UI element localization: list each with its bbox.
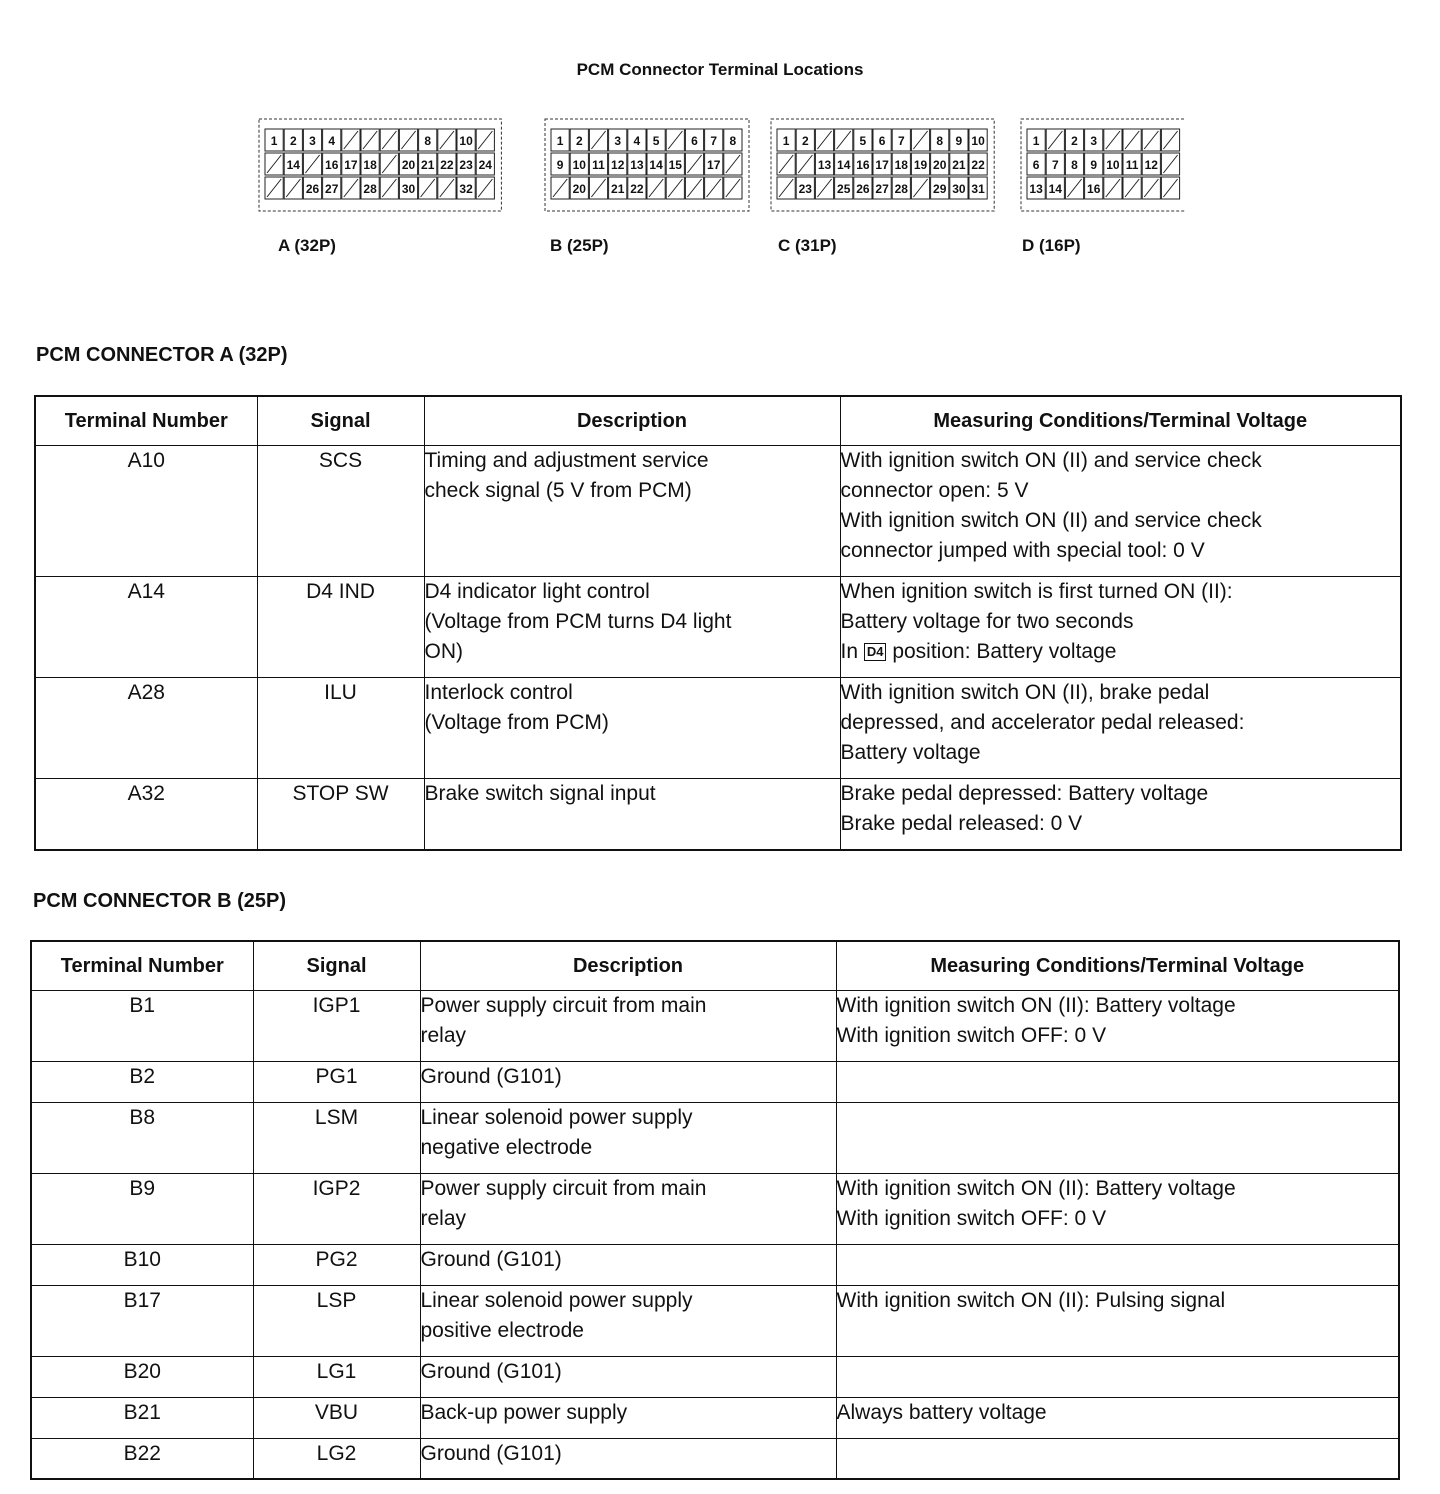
- connector-label-a: A (32P): [278, 236, 336, 255]
- signal-cell: PG1: [253, 1061, 420, 1102]
- pin-number: 3: [1090, 134, 1098, 148]
- empty-pin-slash: [1125, 179, 1139, 197]
- description-cell: [420, 1102, 836, 1173]
- pin-number: 10: [971, 134, 985, 148]
- measuring-cell: [836, 1061, 1399, 1102]
- signal-cell: STOP SW: [257, 778, 424, 850]
- pin-number: 28: [363, 182, 377, 196]
- signal-cell: IGP2: [253, 1173, 420, 1244]
- text-line: With ignition switch ON (II) and service check: [840, 448, 1262, 472]
- text-line: With ignition switch ON (II), brake pedal: [840, 680, 1210, 704]
- signal-cell: ILU: [257, 677, 424, 778]
- pin-number: 12: [611, 158, 625, 172]
- text-line: Brake switch signal input: [424, 781, 656, 805]
- pin-number: 7: [710, 134, 718, 148]
- text-line: connector open: 5 V: [840, 478, 1029, 502]
- pin-number: 21: [611, 182, 625, 196]
- signal-cell: SCS: [257, 445, 424, 576]
- pin-number: 8: [1071, 158, 1078, 172]
- pin-number: 15: [668, 158, 682, 172]
- measuring-cell: [836, 1285, 1399, 1356]
- pin-number: 26: [856, 182, 870, 196]
- d4-position-symbol: D4: [864, 643, 887, 661]
- description-cell: [424, 677, 840, 778]
- pin-number: 26: [305, 182, 320, 196]
- text-line: Interlock control: [424, 680, 573, 704]
- text-line: Brake pedal released: 0 V: [840, 811, 1083, 835]
- empty-pin-slash: [305, 155, 319, 173]
- empty-pin-slash: [1106, 179, 1120, 197]
- text-line: Timing and adjustment service: [424, 448, 709, 472]
- terminal-cell: B20: [31, 1356, 253, 1397]
- pin-number: 19: [913, 158, 928, 172]
- text-line: Battery voltage for two seconds: [840, 609, 1134, 633]
- signal-cell: LG2: [253, 1438, 420, 1479]
- signal-cell: LSM: [253, 1102, 420, 1173]
- section-title-connector-a: PCM CONNECTOR A (32P): [36, 344, 288, 366]
- text-line: connector jumped with special tool: 0 V: [840, 538, 1205, 562]
- empty-pin-slash: [798, 155, 812, 173]
- pin-number: 5: [859, 134, 867, 148]
- pin-number: 20: [572, 182, 586, 196]
- text-line: Back-up power supply: [420, 1400, 628, 1424]
- text-line: check signal (5 V from PCM): [424, 478, 692, 502]
- empty-pin-slash: [817, 131, 831, 149]
- text-line: relay: [420, 1206, 467, 1230]
- empty-pin-slash: [1106, 131, 1120, 149]
- measuring-cell: [840, 778, 1401, 850]
- connector-a-rows: [35, 445, 1401, 850]
- pin-number: 2: [289, 134, 297, 148]
- pin-number: 6: [1032, 158, 1040, 172]
- terminal-cell: B2: [31, 1061, 253, 1102]
- pin-number: 24: [478, 158, 492, 172]
- text-line: relay: [420, 1023, 467, 1047]
- empty-pin-slash: [382, 179, 396, 197]
- text-line: Ground (G101): [420, 1064, 562, 1088]
- diagram-title: PCM Connector Terminal Locations: [576, 60, 864, 79]
- pin-number: 7: [1051, 158, 1059, 172]
- terminal-cell: A10: [35, 445, 257, 576]
- pin-number: 14: [286, 158, 300, 172]
- pin-number: 13: [817, 158, 832, 172]
- pin-number: 1: [270, 134, 278, 148]
- measuring-cell: [836, 1173, 1399, 1244]
- pin-number: 2: [575, 134, 583, 148]
- empty-pin-slash: [440, 179, 454, 197]
- header-terminal-number: Terminal Number: [35, 396, 257, 445]
- text-line: (Voltage from PCM): [424, 710, 609, 734]
- text-line: (Voltage from PCM turns D4 light: [424, 609, 732, 633]
- pin-number: 3: [309, 134, 316, 148]
- pin-number: 3: [614, 134, 622, 148]
- pin-number: 13: [630, 158, 644, 172]
- connector-block-b: [545, 119, 749, 211]
- text-line: Ground (G101): [420, 1359, 562, 1383]
- pin-number: 14: [1048, 182, 1062, 196]
- table-row: [31, 1244, 1399, 1285]
- empty-pin-slash: [649, 179, 663, 197]
- pin-number: 14: [649, 158, 663, 172]
- empty-pin-slash: [591, 131, 605, 149]
- pin-number: 4: [633, 134, 641, 148]
- text-line: When ignition switch is first turned ON (II):: [840, 579, 1233, 603]
- text-line: positive electrode: [420, 1318, 584, 1342]
- text-line: D4 indicator light control: [424, 579, 650, 603]
- pin-number: 25: [837, 182, 851, 196]
- table-row: [35, 445, 1401, 576]
- text-line: Power supply circuit from main: [420, 1176, 707, 1200]
- pin-number: 13: [1029, 182, 1043, 196]
- pin-number: 27: [325, 182, 339, 196]
- empty-pin-slash: [382, 131, 396, 149]
- pin-number: 6: [878, 134, 886, 148]
- description-cell: [420, 1061, 836, 1102]
- table-row: [31, 1061, 1399, 1102]
- pin-number: 21: [421, 158, 435, 172]
- empty-pin-slash: [286, 179, 300, 197]
- connector-label-c: C (31P): [778, 236, 837, 255]
- pin-number: 12: [1144, 158, 1158, 172]
- empty-pin-slash: [401, 131, 415, 149]
- pin-number: 20: [401, 158, 416, 172]
- pin-number: 8: [424, 134, 432, 148]
- terminal-cell: A32: [35, 778, 257, 850]
- text-line: With ignition switch ON (II): Pulsing signal: [836, 1288, 1226, 1312]
- table-row: [31, 1173, 1399, 1244]
- pin-number: 6: [691, 134, 698, 148]
- signal-cell: LG1: [253, 1356, 420, 1397]
- table-row: [35, 778, 1401, 850]
- pin-number: 21: [952, 158, 966, 172]
- empty-pin-slash: [668, 179, 682, 197]
- signal-cell: LSP: [253, 1285, 420, 1356]
- text-line: negative electrode: [420, 1135, 593, 1159]
- empty-pin-slash: [344, 131, 358, 149]
- table-row: [31, 1102, 1399, 1173]
- pin-number: 23: [798, 182, 812, 196]
- table-row: [35, 677, 1401, 778]
- empty-pin-slash: [726, 179, 740, 197]
- description-cell: [424, 576, 840, 677]
- text-line: With ignition switch OFF: 0 V: [836, 1023, 1107, 1047]
- connector-diagram: [255, 108, 1185, 223]
- table-row: [35, 576, 1401, 677]
- pin-number: 18: [894, 158, 908, 172]
- measuring-cell: [836, 990, 1399, 1061]
- pin-number: 1: [1032, 134, 1040, 148]
- description-cell: [420, 1356, 836, 1397]
- signal-cell: PG2: [253, 1244, 420, 1285]
- pin-number: 9: [955, 134, 963, 148]
- text-line: Linear solenoid power supply: [420, 1105, 693, 1129]
- empty-pin-slash: [382, 155, 396, 173]
- table-row: [31, 990, 1399, 1061]
- terminal-cell: B9: [31, 1173, 253, 1244]
- description-cell: [420, 1285, 836, 1356]
- pin-number: 22: [971, 158, 985, 172]
- empty-pin-slash: [779, 179, 793, 197]
- empty-pin-slash: [344, 179, 358, 197]
- empty-pin-slash: [1163, 131, 1177, 149]
- pin-number: 30: [952, 182, 966, 196]
- connector-label-d: D (16P): [1022, 236, 1081, 255]
- terminal-cell: B22: [31, 1438, 253, 1479]
- pin-number: 2: [1071, 134, 1078, 148]
- pin-number: 30: [401, 182, 416, 196]
- empty-pin-slash: [837, 131, 851, 149]
- pin-number: 32: [459, 182, 473, 196]
- measuring-cell: [836, 1397, 1399, 1438]
- empty-pin-slash: [668, 131, 682, 149]
- terminal-cell: B21: [31, 1397, 253, 1438]
- table-row: [31, 1285, 1399, 1356]
- empty-pin-slash: [687, 155, 701, 173]
- connector-block-c: [771, 119, 994, 211]
- terminal-cell: A14: [35, 576, 257, 677]
- empty-pin-slash: [267, 179, 281, 197]
- description-cell: [424, 445, 840, 576]
- connector-b-rows: [31, 990, 1399, 1479]
- terminal-cell: B8: [31, 1102, 253, 1173]
- empty-pin-slash: [913, 179, 927, 197]
- pin-number: 9: [556, 158, 564, 172]
- description-cell: [420, 1397, 836, 1438]
- pin-number: 1: [782, 134, 790, 148]
- header-terminal-number: Terminal Number: [31, 941, 253, 990]
- text-line: With ignition switch OFF: 0 V: [836, 1206, 1107, 1230]
- pin-number: 16: [1087, 182, 1101, 196]
- empty-pin-slash: [1163, 179, 1177, 197]
- description-cell: [420, 1244, 836, 1285]
- pin-number: 28: [894, 182, 908, 196]
- header-measuring-conditions: Measuring Conditions/Terminal Voltage: [836, 941, 1399, 990]
- empty-pin-slash: [913, 131, 927, 149]
- text-line: Linear solenoid power supply: [420, 1288, 693, 1312]
- table-row: [31, 1438, 1399, 1479]
- table-row: [31, 1397, 1399, 1438]
- empty-pin-slash: [726, 155, 740, 173]
- pin-number: 16: [325, 158, 339, 172]
- text-fragment: position: Battery voltage: [886, 639, 1117, 663]
- empty-pin-slash: [478, 179, 492, 197]
- empty-pin-slash: [478, 131, 492, 149]
- pin-number: 27: [875, 182, 889, 196]
- text-line: Ground (G101): [420, 1441, 562, 1465]
- measuring-cell: [836, 1356, 1399, 1397]
- pin-number: 23: [459, 158, 473, 172]
- measuring-cell: [840, 576, 1401, 677]
- text-line: With ignition switch ON (II) and service check: [840, 508, 1262, 532]
- pin-number: 18: [363, 158, 377, 172]
- pin-number: 16: [856, 158, 870, 172]
- measuring-cell: [836, 1102, 1399, 1173]
- header-measuring-conditions: Measuring Conditions/Terminal Voltage: [840, 396, 1401, 445]
- connector-label-b: B (25P): [550, 236, 609, 255]
- text-line: Ground (G101): [420, 1247, 562, 1271]
- text-line: Brake pedal depressed: Battery voltage: [840, 781, 1209, 805]
- empty-pin-slash: [591, 179, 605, 197]
- text-line: ON): [424, 639, 463, 663]
- description-cell: [420, 1173, 836, 1244]
- terminal-cell: B10: [31, 1244, 253, 1285]
- pin-number: 20: [933, 158, 947, 172]
- empty-pin-slash: [707, 179, 721, 197]
- description-cell: [420, 990, 836, 1061]
- pin-number: 8: [729, 134, 737, 148]
- measuring-cell: [836, 1438, 1399, 1479]
- signal-cell: IGP1: [253, 990, 420, 1061]
- empty-pin-slash: [1163, 155, 1177, 173]
- empty-pin-slash: [440, 131, 454, 149]
- header-signal: Signal: [257, 396, 424, 445]
- empty-pin-slash: [687, 179, 701, 197]
- text-line: depressed, and accelerator pedal released:: [840, 710, 1245, 734]
- description-cell: [420, 1438, 836, 1479]
- empty-pin-slash: [1144, 131, 1158, 149]
- empty-pin-slash: [1048, 131, 1062, 149]
- terminal-cell: A28: [35, 677, 257, 778]
- pin-number: 22: [630, 182, 644, 196]
- pin-number: 4: [328, 134, 336, 148]
- description-cell: [424, 778, 840, 850]
- empty-pin-slash: [267, 155, 281, 173]
- pin-number: 2: [801, 134, 809, 148]
- empty-pin-slash: [779, 155, 793, 173]
- signal-cell: D4 IND: [257, 576, 424, 677]
- pin-number: 8: [936, 134, 944, 148]
- text-line: Battery voltage: [840, 740, 981, 764]
- empty-pin-slash: [1144, 179, 1158, 197]
- text-line: With ignition switch ON (II): Battery voltage: [836, 993, 1236, 1017]
- empty-pin-slash: [1125, 131, 1139, 149]
- pin-number: 31: [971, 182, 985, 196]
- header-description: Description: [424, 396, 840, 445]
- connector-block-a: [259, 119, 501, 211]
- measuring-cell: [836, 1244, 1399, 1285]
- text-line: With ignition switch ON (II): Battery voltage: [836, 1176, 1236, 1200]
- pin-number: 9: [1090, 158, 1098, 172]
- measuring-cell: [840, 445, 1401, 576]
- pin-number: 29: [933, 182, 947, 196]
- pin-number: 11: [592, 158, 605, 172]
- empty-pin-slash: [817, 179, 831, 197]
- pin-number: 7: [897, 134, 905, 148]
- empty-pin-slash: [421, 179, 435, 197]
- measuring-cell: [840, 677, 1401, 778]
- pin-number: 10: [1106, 158, 1120, 172]
- connector-block-d: [1021, 119, 1185, 211]
- text-line: Always battery voltage: [836, 1400, 1047, 1424]
- pin-number: 17: [707, 158, 721, 172]
- pin-number: 17: [875, 158, 889, 172]
- section-title-connector-b: PCM CONNECTOR B (25P): [33, 890, 286, 912]
- empty-pin-slash: [1067, 179, 1081, 197]
- pin-number: 5: [652, 134, 660, 148]
- table-row: [31, 1356, 1399, 1397]
- header-description: Description: [420, 941, 836, 990]
- pin-number: 10: [459, 134, 473, 148]
- pin-number: 22: [440, 158, 454, 172]
- connector-a-table: [34, 395, 1402, 851]
- signal-cell: VBU: [253, 1397, 420, 1438]
- pin-number: 10: [572, 158, 586, 172]
- pin-number: 17: [344, 158, 358, 172]
- terminal-cell: B1: [31, 990, 253, 1061]
- pin-number: 1: [556, 134, 564, 148]
- empty-pin-slash: [363, 131, 377, 149]
- connector-b-table: [30, 940, 1400, 1480]
- pin-number: 11: [1125, 158, 1139, 172]
- pin-number: 14: [837, 158, 851, 172]
- terminal-cell: B17: [31, 1285, 253, 1356]
- text-line: [841, 637, 1401, 667]
- empty-pin-slash: [553, 179, 567, 197]
- text-line: Power supply circuit from main: [420, 993, 707, 1017]
- header-signal: Signal: [253, 941, 420, 990]
- text-fragment: In: [840, 639, 864, 663]
